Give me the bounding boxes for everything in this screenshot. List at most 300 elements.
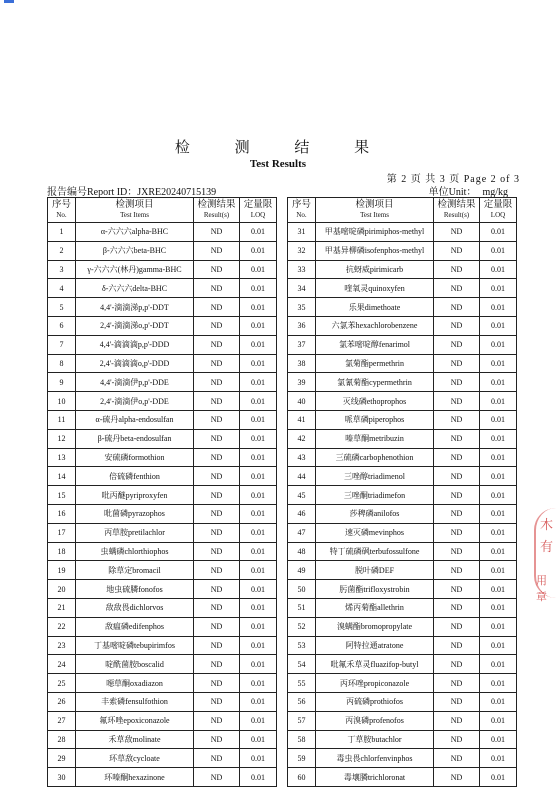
test-item: 虫螨磷chlorthiophos (76, 542, 194, 561)
loq-value: 0.01 (480, 768, 517, 787)
test-item: 地虫硫膦fonofos (76, 580, 194, 599)
loq-value: 0.01 (480, 504, 517, 523)
test-result: ND (194, 223, 240, 242)
table-row (48, 467, 277, 486)
test-result: ND (434, 373, 480, 392)
loq-value: 0.01 (480, 373, 517, 392)
loq-value: 0.01 (240, 655, 277, 674)
row-number: 59 (288, 749, 316, 768)
test-result: ND (434, 223, 480, 242)
test-item: 2,4'-滴滴伊o,p'-DDE (76, 392, 194, 411)
test-item: 脱叶磷DEF (316, 561, 434, 580)
header-item: 检测项目 Test Items (316, 198, 434, 223)
test-result: ND (434, 298, 480, 317)
table-row (288, 260, 517, 279)
row-number: 18 (48, 542, 76, 561)
row-number: 13 (48, 448, 76, 467)
test-item: β-六六六beta-BHC (76, 241, 194, 260)
test-result: ND (194, 523, 240, 542)
row-number: 28 (48, 730, 76, 749)
table-row (48, 316, 277, 335)
results-table-right (287, 197, 517, 787)
row-number: 56 (288, 692, 316, 711)
loq-value: 0.01 (240, 542, 277, 561)
row-number: 47 (288, 523, 316, 542)
test-item: 甲基嘧啶磷pirimiphos-methyl (316, 223, 434, 242)
loq-value: 0.01 (240, 692, 277, 711)
header-loq: 定量限 LOQ (240, 198, 277, 223)
loq-value: 0.01 (240, 617, 277, 636)
test-result: ND (194, 749, 240, 768)
test-result: ND (194, 655, 240, 674)
loq-value: 0.01 (480, 730, 517, 749)
report-id: 报告编号Report ID：JXRE20240715139 (47, 187, 217, 198)
test-result: ND (194, 260, 240, 279)
table-row (48, 504, 277, 523)
loq-value: 0.01 (240, 561, 277, 580)
test-result: ND (434, 730, 480, 749)
loq-value: 0.01 (240, 504, 277, 523)
row-number: 33 (288, 260, 316, 279)
table-row (48, 655, 277, 674)
header-result: 检测结果 Result(s) (194, 198, 240, 223)
loq-value: 0.01 (240, 354, 277, 373)
table-row (48, 392, 277, 411)
test-item: 三唑醇triadimenol (316, 467, 434, 486)
table-row (48, 692, 277, 711)
table-row (288, 504, 517, 523)
unit-info (429, 183, 508, 198)
test-result: ND (434, 636, 480, 655)
row-number: 6 (48, 316, 76, 335)
loq-value: 0.01 (240, 749, 277, 768)
test-result: ND (434, 392, 480, 411)
table-row (288, 674, 517, 693)
table-row (48, 486, 277, 505)
test-result: ND (194, 429, 240, 448)
test-result: ND (434, 316, 480, 335)
test-result: ND (434, 429, 480, 448)
loq-value: 0.01 (480, 354, 517, 373)
row-number: 23 (48, 636, 76, 655)
test-item: 嗪草酮metribuzin (316, 429, 434, 448)
loq-value: 0.01 (480, 467, 517, 486)
test-result: ND (434, 674, 480, 693)
loq-value: 0.01 (240, 223, 277, 242)
table-row (48, 561, 277, 580)
table-row (288, 429, 517, 448)
table-row (48, 354, 277, 373)
loq-value: 0.01 (480, 298, 517, 317)
row-number: 3 (48, 260, 76, 279)
loq-value: 0.01 (240, 674, 277, 693)
loq-value: 0.01 (240, 279, 277, 298)
test-result: ND (434, 542, 480, 561)
row-number: 41 (288, 410, 316, 429)
loq-value: 0.01 (480, 316, 517, 335)
test-item: 环嗪酮hexazinone (76, 768, 194, 787)
loq-value: 0.01 (480, 617, 517, 636)
row-number: 24 (48, 655, 76, 674)
test-item: 除草定bromacil (76, 561, 194, 580)
test-item: 环草敌cycloate (76, 749, 194, 768)
test-item: 丁草胺butachlor (316, 730, 434, 749)
table-row (288, 636, 517, 655)
test-result: ND (434, 486, 480, 505)
test-item: β-硫丹beta-endosulfan (76, 429, 194, 448)
test-result: ND (194, 241, 240, 260)
row-number: 57 (288, 711, 316, 730)
loq-value: 0.01 (240, 523, 277, 542)
test-result: ND (194, 674, 240, 693)
table-row (48, 448, 277, 467)
test-item: 溴螨酯bromopropylate (316, 617, 434, 636)
test-result: ND (194, 410, 240, 429)
test-item: 吡氟禾草灵fluazifop-butyl (316, 655, 434, 674)
table-row (48, 410, 277, 429)
row-number: 44 (288, 467, 316, 486)
corner-mark (4, 0, 14, 3)
test-item: 三唑酮triadimefon (316, 486, 434, 505)
table-header-row (48, 198, 277, 223)
test-item: 禾草敌molinate (76, 730, 194, 749)
loq-value: 0.01 (240, 260, 277, 279)
row-number: 30 (48, 768, 76, 787)
test-result: ND (434, 523, 480, 542)
unit-label: 单位Unit： (428, 187, 477, 198)
row-number: 29 (48, 749, 76, 768)
table-row (48, 223, 277, 242)
table-row (48, 523, 277, 542)
loq-value: 0.01 (240, 467, 277, 486)
row-number: 16 (48, 504, 76, 523)
test-item: 倍硫磷fenthion (76, 467, 194, 486)
test-result: ND (434, 768, 480, 787)
row-number: 12 (48, 429, 76, 448)
loq-value: 0.01 (480, 598, 517, 617)
row-number: 9 (48, 373, 76, 392)
test-result: ND (194, 730, 240, 749)
loq-value: 0.01 (240, 598, 277, 617)
test-result: ND (434, 617, 480, 636)
row-number: 54 (288, 655, 316, 674)
test-result: ND (194, 448, 240, 467)
row-number: 55 (288, 674, 316, 693)
row-number: 17 (48, 523, 76, 542)
test-item: 啶酰菌胺boscalid (76, 655, 194, 674)
test-result: ND (194, 316, 240, 335)
loq-value: 0.01 (480, 636, 517, 655)
loq-value: 0.01 (480, 448, 517, 467)
test-item: 丙环唑propiconazole (316, 674, 434, 693)
row-number: 58 (288, 730, 316, 749)
test-result: ND (194, 561, 240, 580)
test-item: 肟菌酯trifloxystrobin (316, 580, 434, 599)
header-loq: 定量限 LOQ (480, 198, 517, 223)
test-item: 吡丙醚pyriproxyfen (76, 486, 194, 505)
loq-value: 0.01 (480, 674, 517, 693)
loq-value: 0.01 (480, 542, 517, 561)
loq-value: 0.01 (240, 335, 277, 354)
test-result: ND (434, 335, 480, 354)
table-row (288, 523, 517, 542)
loq-value: 0.01 (240, 392, 277, 411)
loq-value: 0.01 (480, 692, 517, 711)
test-result: ND (194, 542, 240, 561)
table-row (288, 730, 517, 749)
test-result: ND (194, 279, 240, 298)
table-row (288, 298, 517, 317)
loq-value: 0.01 (240, 486, 277, 505)
row-number: 60 (288, 768, 316, 787)
row-number: 53 (288, 636, 316, 655)
loq-value: 0.01 (480, 580, 517, 599)
table-row (48, 335, 277, 354)
table-row (48, 768, 277, 787)
row-number: 49 (288, 561, 316, 580)
table-row (288, 617, 517, 636)
table-row (288, 392, 517, 411)
loq-value: 0.01 (480, 241, 517, 260)
row-number: 43 (288, 448, 316, 467)
table-row (288, 354, 517, 373)
table-row (288, 598, 517, 617)
table-row (288, 655, 517, 674)
row-number: 46 (288, 504, 316, 523)
table-row (288, 580, 517, 599)
test-result: ND (194, 768, 240, 787)
row-number: 21 (48, 598, 76, 617)
loq-value: 0.01 (480, 279, 517, 298)
loq-value: 0.01 (480, 260, 517, 279)
test-item: 氟环唑epoxiconazole (76, 711, 194, 730)
test-item: 4,4'-滴滴涕p,p'-DDT (76, 298, 194, 317)
header-no: 序号 No. (48, 198, 76, 223)
company-stamp (534, 508, 556, 603)
table-row (48, 598, 277, 617)
table-row (288, 410, 517, 429)
row-number: 7 (48, 335, 76, 354)
header-result: 检测结果 Result(s) (434, 198, 480, 223)
table-row (48, 373, 277, 392)
loq-value: 0.01 (240, 298, 277, 317)
row-number: 26 (48, 692, 76, 711)
loq-value: 0.01 (480, 335, 517, 354)
test-item: 2,4'-滴滴涕o,p'-DDT (76, 316, 194, 335)
table-row (288, 467, 517, 486)
test-item: 氯苯嘧啶醇fenarimol (316, 335, 434, 354)
loq-value: 0.01 (240, 373, 277, 392)
row-number: 34 (288, 279, 316, 298)
test-result: ND (194, 617, 240, 636)
test-item: 氯菊酯permethrin (316, 354, 434, 373)
test-result: ND (434, 354, 480, 373)
table-row (48, 636, 277, 655)
row-number: 8 (48, 354, 76, 373)
test-result: ND (194, 335, 240, 354)
table-row (288, 542, 517, 561)
test-item: α-六六六alpha-BHC (76, 223, 194, 242)
loq-value: 0.01 (240, 580, 277, 599)
loq-value: 0.01 (240, 636, 277, 655)
test-result: ND (194, 504, 240, 523)
loq-value: 0.01 (240, 448, 277, 467)
row-number: 37 (288, 335, 316, 354)
loq-value: 0.01 (240, 730, 277, 749)
row-number: 48 (288, 542, 316, 561)
test-item: 烯丙菊酯allethrin (316, 598, 434, 617)
row-number: 14 (48, 467, 76, 486)
row-number: 5 (48, 298, 76, 317)
test-item: 安硫磷formothion (76, 448, 194, 467)
page-title-en: Test Results (249, 158, 307, 170)
row-number: 19 (48, 561, 76, 580)
table-row (288, 749, 517, 768)
table-row (48, 730, 277, 749)
test-item: γ-六六六(林丹)gamma-BHC (76, 260, 194, 279)
test-item: 氯氰菊酯cypermethrin (316, 373, 434, 392)
test-result: ND (434, 504, 480, 523)
table-row (48, 617, 277, 636)
test-item: 敌瘟磷edifenphos (76, 617, 194, 636)
test-item: 丁基嘧啶磷tebupirimfos (76, 636, 194, 655)
table-row (288, 241, 517, 260)
test-item: 敌敌畏dichlorvos (76, 598, 194, 617)
results-table-left (47, 197, 277, 787)
loq-value: 0.01 (480, 392, 517, 411)
table-row (288, 768, 517, 787)
loq-value: 0.01 (240, 429, 277, 448)
test-result: ND (194, 486, 240, 505)
loq-value: 0.01 (240, 241, 277, 260)
table-row (288, 373, 517, 392)
row-number: 51 (288, 598, 316, 617)
loq-value: 0.01 (480, 711, 517, 730)
header-no: 序号 No. (288, 198, 316, 223)
row-number: 32 (288, 241, 316, 260)
loq-value: 0.01 (240, 410, 277, 429)
table-row (288, 561, 517, 580)
row-number: 40 (288, 392, 316, 411)
test-item: α-硫丹alpha-endosulfan (76, 410, 194, 429)
test-item: 乐果dimethoate (316, 298, 434, 317)
test-item: 吡菌磷pyrazophos (76, 504, 194, 523)
test-item: 4,4'-滴滴伊p,p'-DDE (76, 373, 194, 392)
test-result: ND (434, 467, 480, 486)
test-item: 噁草酮oxadiazon (76, 674, 194, 693)
row-number: 36 (288, 316, 316, 335)
row-number: 2 (48, 241, 76, 260)
test-item: 毒壤膦trichloronat (316, 768, 434, 787)
row-number: 1 (48, 223, 76, 242)
test-item: 丰索磷fensulfothion (76, 692, 194, 711)
table-row (48, 298, 277, 317)
unit-value: mg/kg (482, 187, 508, 198)
table-row (48, 241, 277, 260)
table-row (48, 580, 277, 599)
table-row (288, 335, 517, 354)
test-result: ND (434, 279, 480, 298)
row-number: 15 (48, 486, 76, 505)
loq-value: 0.01 (480, 561, 517, 580)
row-number: 10 (48, 392, 76, 411)
row-number: 20 (48, 580, 76, 599)
table-row (48, 542, 277, 561)
row-number: 50 (288, 580, 316, 599)
table-row (48, 749, 277, 768)
table-row (288, 316, 517, 335)
test-item: 2,4'-滴滴滴o,p'-DDD (76, 354, 194, 373)
header-item: 检测项目 Test Items (76, 198, 194, 223)
test-result: ND (434, 598, 480, 617)
test-result: ND (434, 561, 480, 580)
loq-value: 0.01 (480, 523, 517, 542)
test-result: ND (194, 467, 240, 486)
row-number: 4 (48, 279, 76, 298)
row-number: 25 (48, 674, 76, 693)
loq-value: 0.01 (480, 429, 517, 448)
test-item: 莎稗磷anilofos (316, 504, 434, 523)
stamp-char: 有 (540, 540, 554, 555)
test-item: 哌草磷piperophos (316, 410, 434, 429)
test-item: 丙草胺pretilachlor (76, 523, 194, 542)
table-header-row (288, 198, 517, 223)
row-number: 11 (48, 410, 76, 429)
row-number: 35 (288, 298, 316, 317)
test-result: ND (194, 354, 240, 373)
test-item: 阿特拉通atratone (316, 636, 434, 655)
test-item: 六氯苯hexachlorobenzene (316, 316, 434, 335)
row-number: 42 (288, 429, 316, 448)
table-row (48, 429, 277, 448)
table-row (288, 223, 517, 242)
loq-value: 0.01 (480, 410, 517, 429)
test-result: ND (194, 580, 240, 599)
table-row (48, 674, 277, 693)
table-row (288, 692, 517, 711)
loq-value: 0.01 (480, 486, 517, 505)
test-item: 抗蚜威pirimicarb (316, 260, 434, 279)
test-item: 特丁硫磷砜terbufossulfone (316, 542, 434, 561)
test-result: ND (194, 392, 240, 411)
stamp-char: 木 (540, 518, 554, 533)
row-number: 27 (48, 711, 76, 730)
test-result: ND (194, 298, 240, 317)
stamp-char: 用章 (536, 574, 547, 603)
loq-value: 0.01 (240, 316, 277, 335)
test-item: 4,4'-滴滴滴p,p'-DDD (76, 335, 194, 354)
test-item: 三硫磷carbophenothion (316, 448, 434, 467)
test-item: δ-六六六delta-BHC (76, 279, 194, 298)
row-number: 39 (288, 373, 316, 392)
test-result: ND (194, 692, 240, 711)
test-item: 喹氧灵quinoxyfen (316, 279, 434, 298)
row-number: 45 (288, 486, 316, 505)
test-result: ND (434, 241, 480, 260)
loq-value: 0.01 (240, 711, 277, 730)
loq-value: 0.01 (240, 768, 277, 787)
test-result: ND (194, 636, 240, 655)
test-item: 灭线磷ethoprophos (316, 392, 434, 411)
row-number: 52 (288, 617, 316, 636)
test-item: 丙硫磷prothiofos (316, 692, 434, 711)
table-row (48, 279, 277, 298)
test-item: 毒虫畏chlorfenvinphos (316, 749, 434, 768)
test-result: ND (434, 711, 480, 730)
test-result: ND (194, 373, 240, 392)
test-item: 甲基异柳磷isofenphos-methyl (316, 241, 434, 260)
test-result: ND (434, 692, 480, 711)
